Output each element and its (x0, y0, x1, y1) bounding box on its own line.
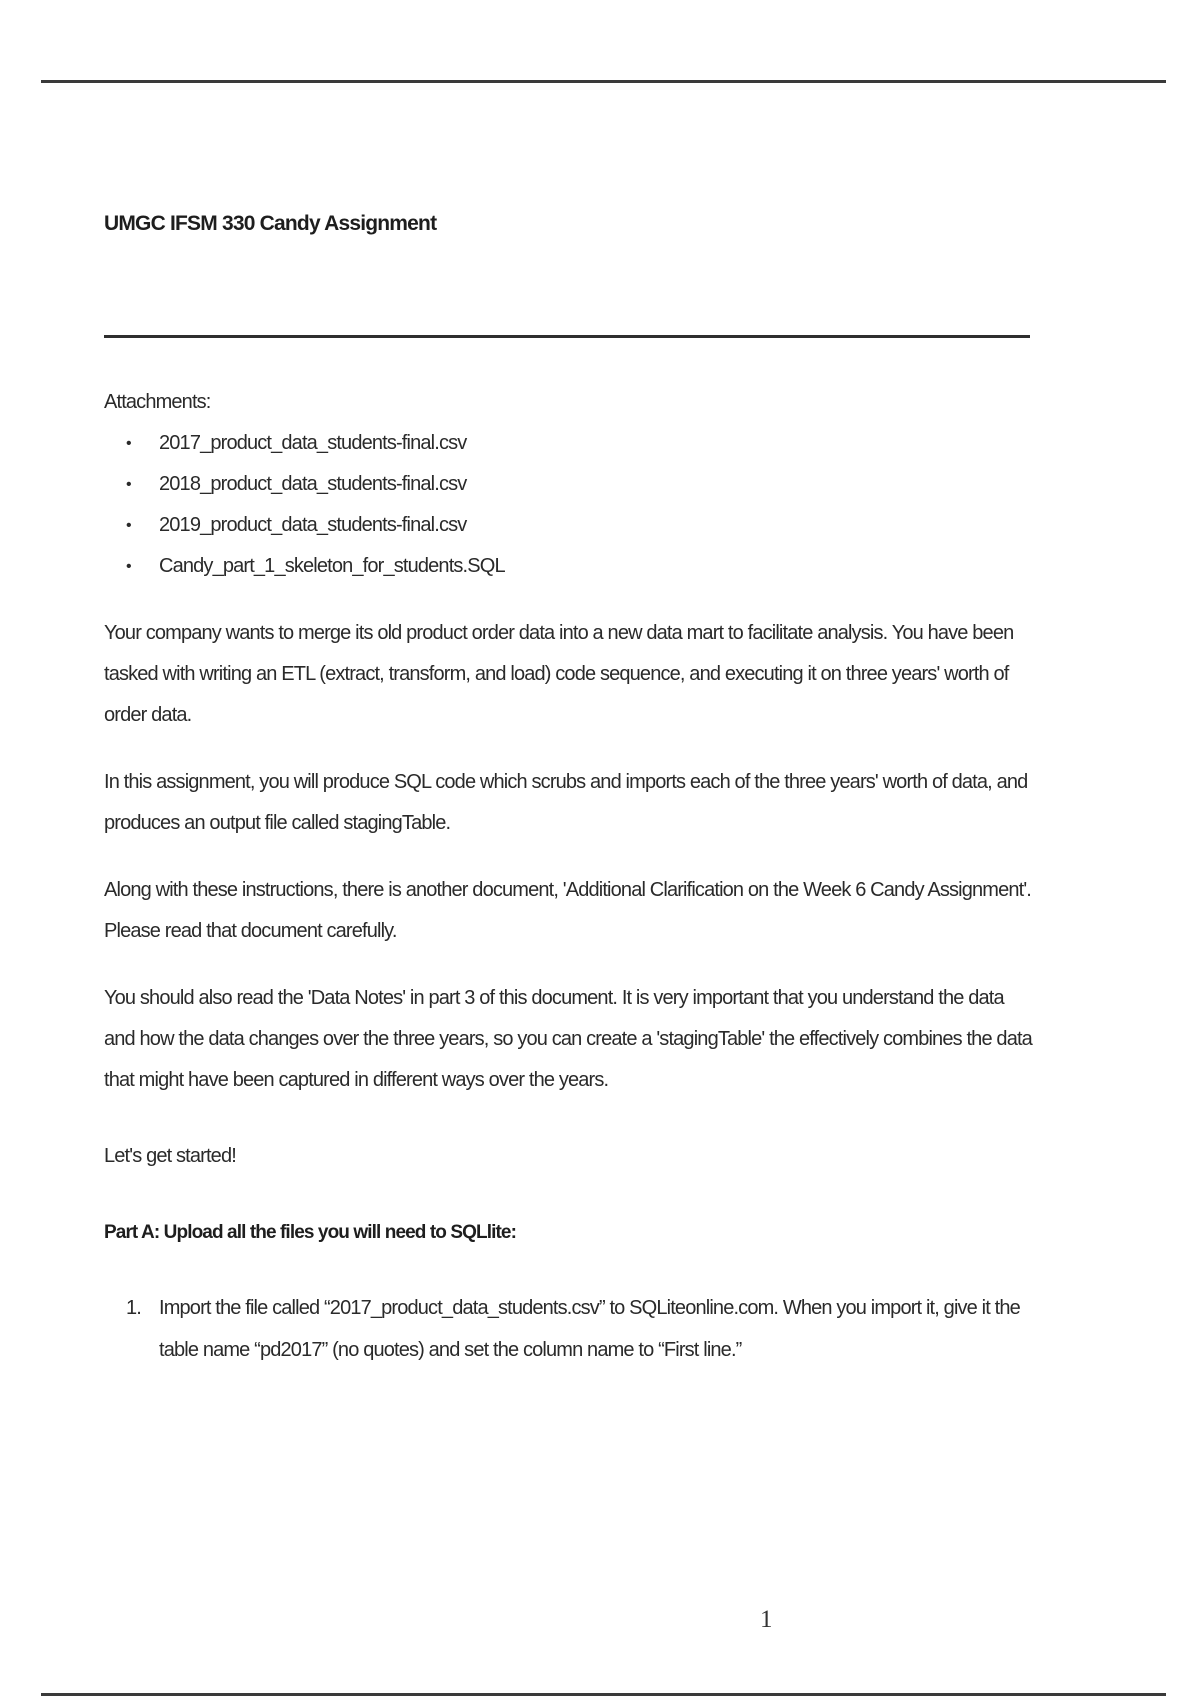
bullet-icon: • (126, 435, 131, 452)
bullet-icon: • (126, 558, 131, 575)
intro-paragraph: Your company wants to merge its old product order data into a new data mart to facilitate analysis. You have been tasked with writing an ETL (extract, transform, and load) code sequence, and executing it on three years' worth of order data. (104, 622, 1014, 726)
assignment-paragraph: In this assignment, you will produce SQL code which scrubs and imports each of the three years' worth of data, and produces an output file called stagingTable. (104, 771, 1028, 834)
part-a-heading: Part A: Upload all the files you will need to SQLlite: (104, 1222, 517, 1243)
step-number: 1. (126, 1297, 141, 1319)
steps-list (104, 1287, 1034, 1371)
attachment-filename: 2018_product_data_students-final.csv (159, 473, 467, 495)
attachment-item (126, 423, 1034, 464)
page-number: 1 (760, 1606, 773, 1633)
attachments-label: Attachments: (104, 391, 211, 413)
lets-get-started-text: Let's get started! (104, 1145, 236, 1167)
attachment-filename: Candy_part_1_skeleton_for_students.SQL (159, 555, 505, 577)
attachment-item (126, 464, 1034, 505)
attachment-item (126, 505, 1034, 546)
attachment-filename: 2019_product_data_students-final.csv (159, 514, 467, 536)
clarification-paragraph: Along with these instructions, there is another document, 'Additional Clarification on the Week 6 Candy Assignment'. Please read that document carefully. (104, 879, 1032, 942)
attachments-list (104, 423, 1034, 587)
bullet-icon: • (126, 517, 131, 534)
page-bottom-rule (41, 1693, 1166, 1696)
step-text: Import the file called “2017_product_data_students.csv” to SQLiteonline.com. When you import it, give it the table name “pd2017” (no quotes) and set the column name to “First line.” (159, 1297, 1020, 1361)
page-top-rule (41, 80, 1166, 83)
step-item (126, 1287, 1034, 1371)
attachment-item (126, 546, 1034, 587)
bullet-icon: • (126, 476, 131, 493)
document-body (104, 382, 1034, 1371)
title-divider (104, 335, 1030, 338)
document-title: UMGC IFSM 330 Candy Assignment (104, 212, 437, 235)
attachment-filename: 2017_product_data_students-final.csv (159, 432, 467, 454)
data-notes-paragraph: You should also read the 'Data Notes' in part 3 of this document. It is very important that you understand the data and how the data changes over the three years, so you can create a 'stagingTable' the effectively combines the data that might have been captured in different ways over the years. (104, 987, 1032, 1091)
